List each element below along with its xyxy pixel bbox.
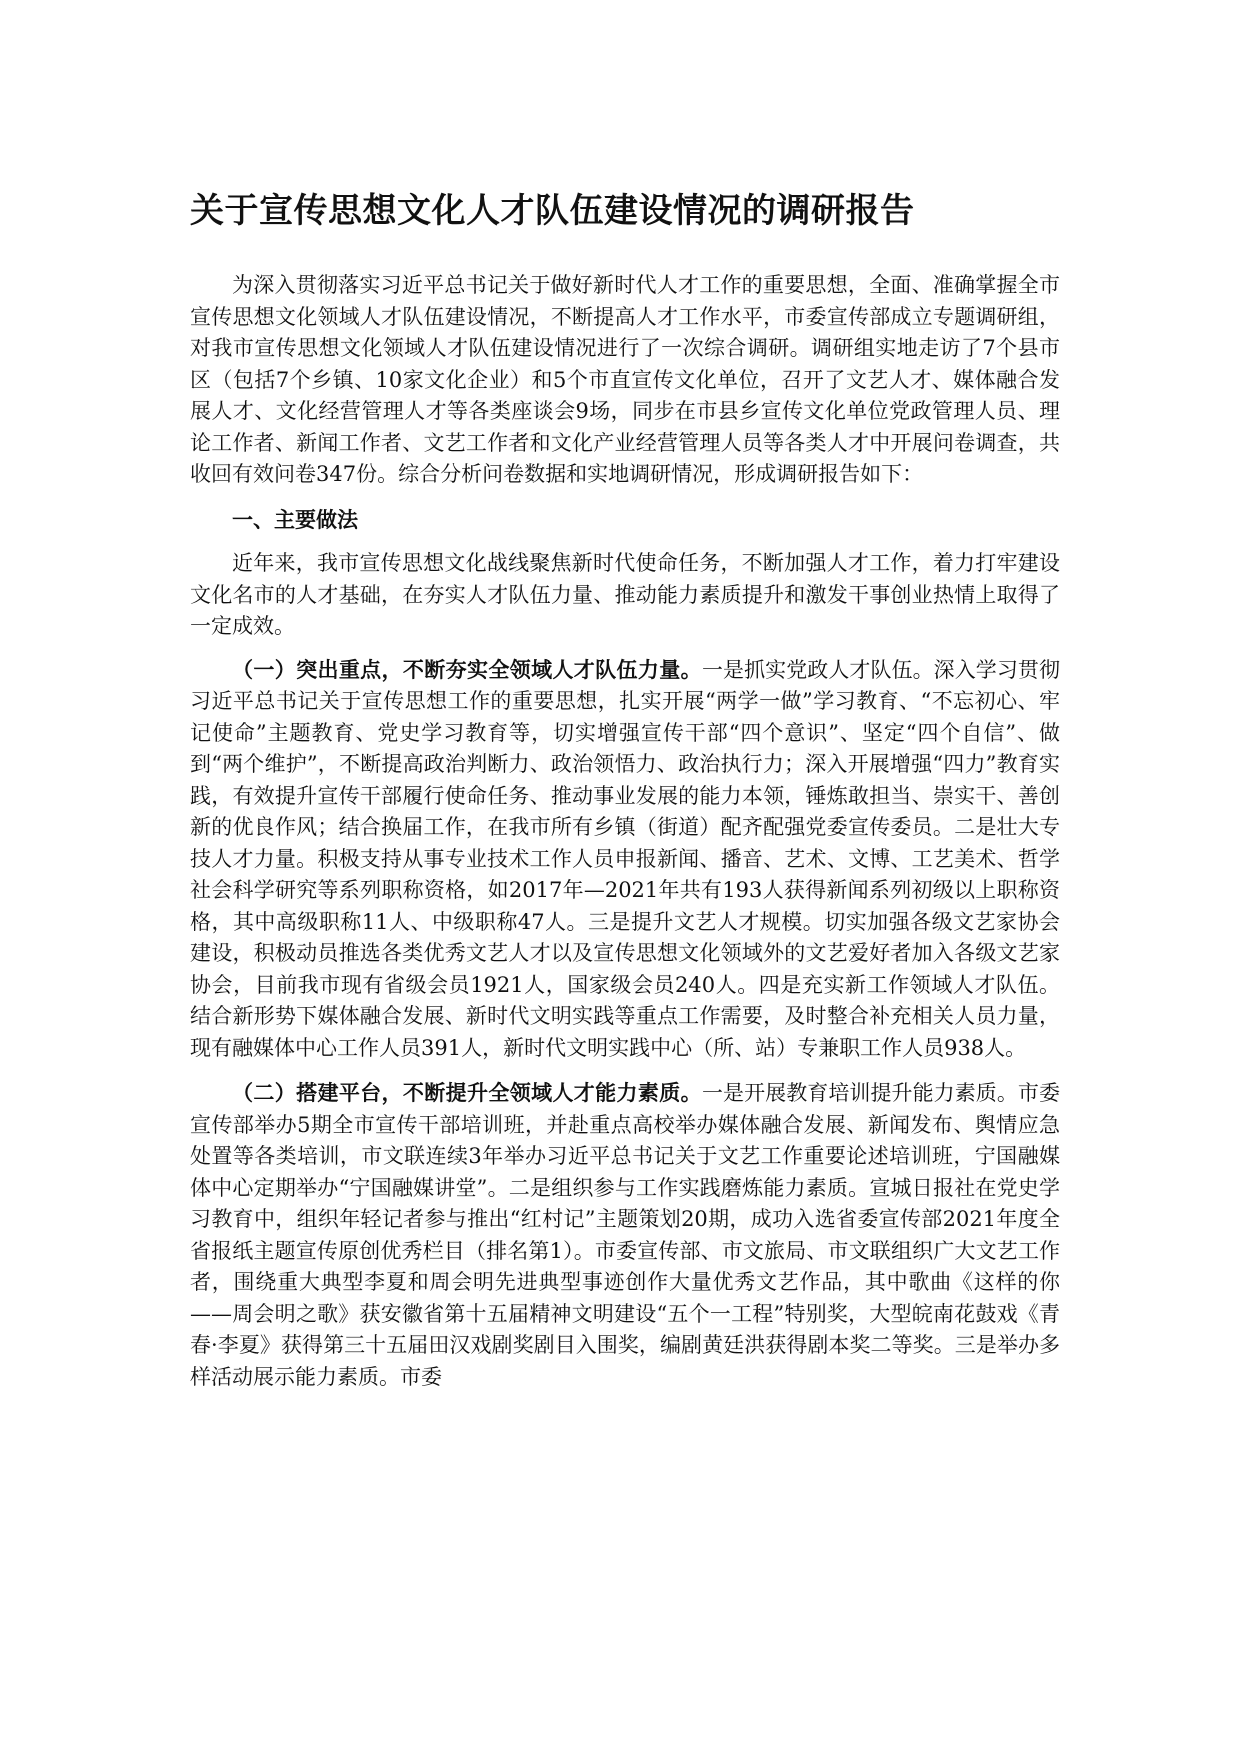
subsection-2-heading: （二）搭建平台，不断提升全领域人才能力素质。 — [232, 1081, 702, 1105]
subsection-2-body: 一是开展教育培训提升能力素质。市委宣传部举办5期全市宣传干部培训班，并赴重点高校举办媒体融合发展、新闻发布、舆情应急处置等各类培训，市文联连续3年举办习近平总书记关于文艺工作重要论述培训班，宁国融媒体中心定期举办“宁国融媒讲堂”。二是组织参与工作实践磨炼能力素质。宣城日报社在党史学习教育中，组织年轻记者参与推出“红村记”主题策划20期，成功入选省委宣传部2021年度全省报纸主题宣传原创优秀栏目（排名第1）。市委宣传部、市文旅局、市文联组织广大文艺工作者，围绕重大典型李夏和周会明先进典型事迹创作大量优秀文艺作品，其中歌曲《这样的你——周会明之歌》获安徽省第十五届精神文明建设“五个一工程”特别奖，大型皖南花鼓戏《青春·李夏》获得第三十五届田汉戏剧奖剧目入围奖，编剧黄廷洪获得剧本奖二等奖。三是举办多样活动展示能力素质。市委 — [190, 1081, 1060, 1389]
subsection-1-heading: （一）突出重点，不断夯实全领域人才队伍力量。 — [232, 657, 702, 682]
section-overview-paragraph: 近年来，我市宣传思想文化战线聚焦新时代使命任务，不断加强人才工作，着力打牢建设文化名市的人才基础，在夯实人才队伍力量、推动能力素质提升和激发干事创业热情上取得了一定成效。 — [190, 551, 1060, 638]
document-body — [190, 188, 1060, 1393]
intro-paragraph: 为深入贯彻落实习近平总书记关于做好新时代人才工作的重要思想，全面、准确掌握全市宣传思想文化领域人才队伍建设情况，不断提高人才工作水平，市委宣传部成立专题调研组，对我市宣传思想文化领域人才队伍建设情况进行了一次综合调研。调研组实地走访了7个县市区（包括7个乡镇、10家文化企业）和5个市直宣传文化单位，召开了文艺人才、媒体融合发展人才、文化经营管理人才等各类座谈会9场，同步在市县乡宣传文化单位党政管理人员、理论工作者、新闻工作者、文艺工作者和文化产业经营管理人员等各类人才中开展问卷调查，共收回有效问卷347份。综合分析问卷数据和实地调研情况，形成调研报告如下： — [190, 273, 1060, 486]
document-title: 关于宣传思想文化人才队伍建设情况的调研报告 — [190, 191, 915, 231]
subsection-1-body: 一是抓实党政人才队伍。深入学习贯彻习近平总书记关于宣传思想工作的重要思想，扎实开展“两学一做”学习教育、“不忘初心、牢记使命”主题教育、党史学习教育等，切实增强宣传干部“四个意识”、坚定“四个自信”、做到“两个维护”，不断提高政治判断力、政治领悟力、政治执行力；深入开展增强“四力”教育实践，有效提升宣传干部履行使命任务、推动事业发展的能力本领，锤炼敢担当、崇实干、善创新的优良作风；结合换届工作，在我市所有乡镇（街道）配齐配强党委宣传委员。二是壮大专技人才力量。积极支持从事专业技术工作人员申报新闻、播音、艺术、文博、工艺美术、哲学社会科学研究等系列职称资格，如2017年—2021年共有193人获得新闻系列初级以上职称资格，其中高级职称11人、中级职称47人。三是提升文艺人才规模。切实加强各级文艺家协会建设，积极动员推选各类优秀文艺人才以及宣传思想文化领域外的文艺爱好者加入各级文艺家协会，目前我市现有省级会员1921人，国家级会员240人。四是充实新工作领域人才队伍。结合新形势下媒体融合发展、新时代文明实践等重点工作需要，及时整合补充相关人员力量，现有融媒体中心工作人员391人，新时代文明实践中心（所、站）专兼职工作人员938人。 — [190, 657, 1060, 1060]
section-heading: 一、主要做法 — [232, 507, 358, 532]
subsection-1-paragraph — [190, 655, 1060, 1065]
subsection-2-paragraph — [190, 1078, 1060, 1393]
